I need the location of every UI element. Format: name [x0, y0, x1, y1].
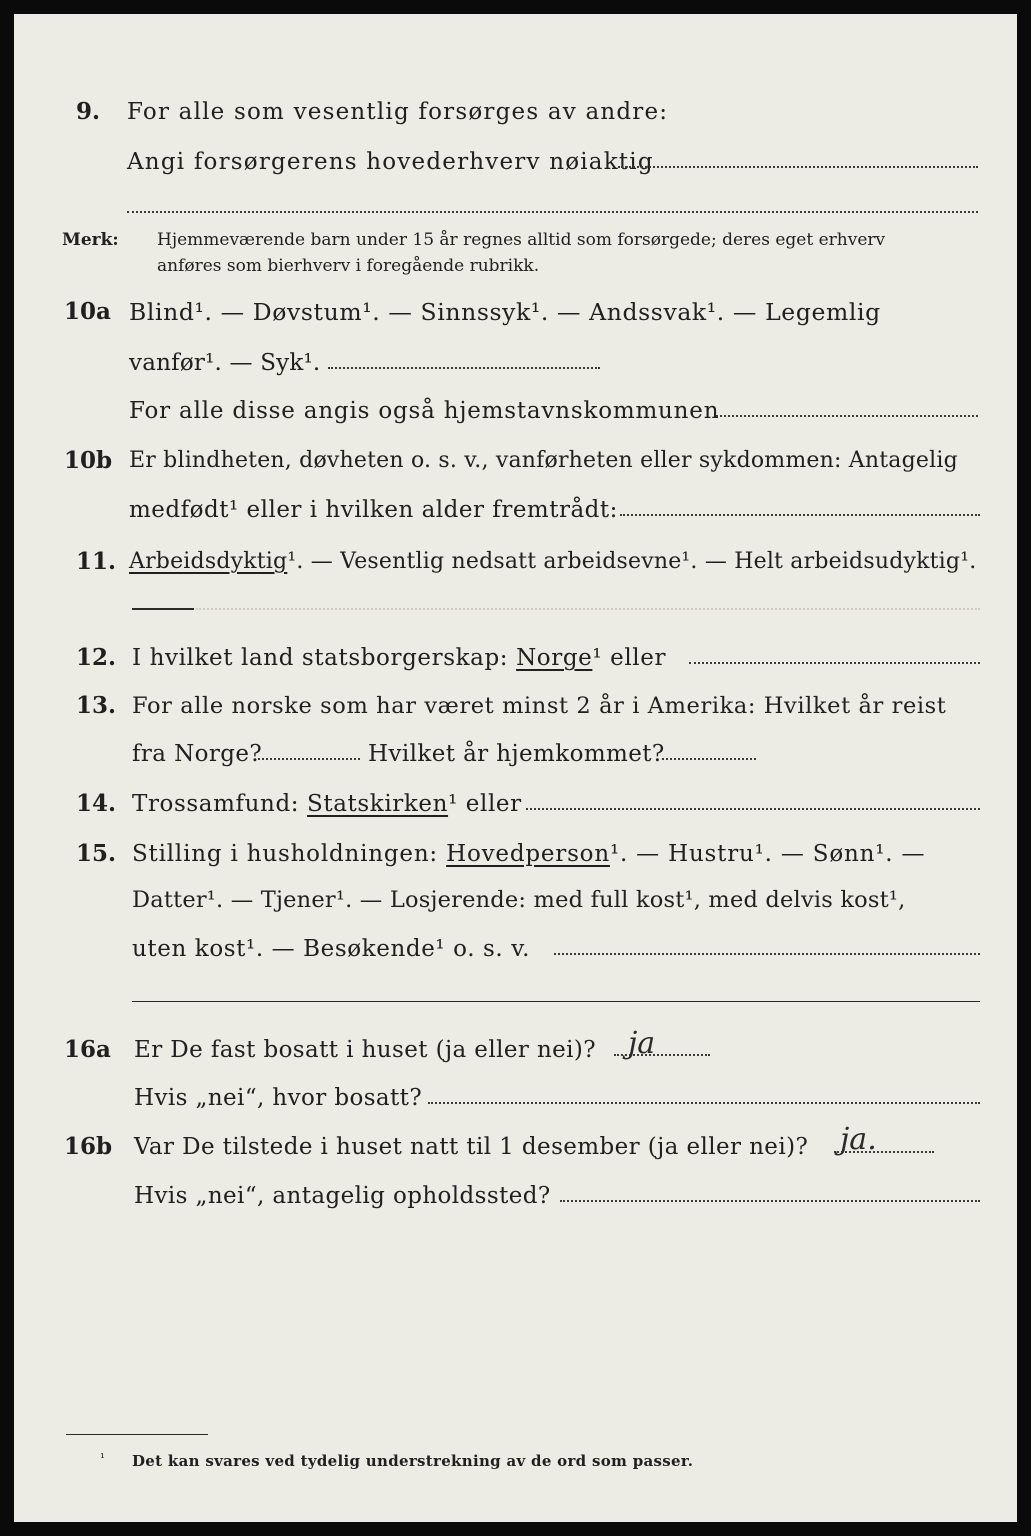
q15-hovedperson-option[interactable]: Hovedperson	[446, 841, 610, 867]
q12-number: 12.	[76, 644, 117, 671]
q10b-answer-field[interactable]	[620, 514, 980, 516]
q10b-number: 10b	[64, 447, 113, 474]
q14-answer-field[interactable]	[526, 808, 980, 810]
q14-statskirken-option[interactable]: Statskirken	[307, 791, 449, 817]
q13-line1: For alle norske som har været minst 2 år i Amerika: Hvilket år reist	[132, 693, 947, 719]
q13-reist-field[interactable]	[258, 758, 360, 760]
q14-text	[132, 790, 522, 818]
q13-line2b: Hvilket år hjemkommet?	[368, 741, 665, 767]
q16a-handwritten-answer: ja	[628, 1026, 656, 1061]
q15-pre: Stilling i husholdningen:	[132, 841, 438, 867]
q13-hjemkommet-field[interactable]	[662, 758, 756, 760]
q15-answer-field[interactable]	[554, 953, 980, 955]
census-form-page	[14, 14, 1017, 1522]
q10a-syk-field[interactable]	[328, 367, 600, 369]
q12-text	[132, 644, 666, 672]
q11-number: 11.	[76, 548, 117, 575]
q15-line2: Datter¹. — Tjener¹. — Losjerende: med full kost¹, med delvis kost¹,	[132, 887, 906, 913]
q16b-handwritten-answer: ja.	[840, 1122, 877, 1157]
footnote-mark: ¹	[100, 1451, 105, 1465]
q9-answer-field-2[interactable]	[127, 211, 978, 213]
q11-arbeidsdyktig-option[interactable]: Arbeidsdyktig	[129, 549, 288, 574]
q15-line3: uten kost¹. — Besøkende¹ o. s. v.	[132, 936, 531, 962]
q16b-opholdssted-field[interactable]	[560, 1200, 980, 1202]
q10a-hjemstavn-field[interactable]	[716, 415, 978, 417]
q12-pre: I hvilket land statsborgerskap:	[132, 645, 509, 671]
merk-label: Merk:	[62, 230, 119, 250]
footnote-rule	[66, 1434, 208, 1435]
q16a-bosatt-field[interactable]	[428, 1102, 980, 1104]
q10a-line3: For alle disse angis også hjemstavnskommunen	[129, 398, 720, 424]
q11-text	[129, 548, 976, 576]
q12-norge-option[interactable]: Norge	[516, 645, 593, 671]
q9-answer-field[interactable]	[618, 166, 978, 168]
q10b-line1: Er blindheten, døvheten o. s. v., vanførheten eller sykdommen: Antagelig	[129, 448, 958, 473]
q9-line2: Angi forsørgerens hovederhverv nøiaktig	[127, 149, 654, 175]
q11-underline-mark	[132, 608, 194, 610]
q13-line2a: fra Norge?	[132, 741, 263, 767]
q15-rest1: ¹. — Hustru¹. — Sønn¹. —	[609, 841, 926, 867]
q16b-number: 16b	[64, 1133, 113, 1160]
q10a-number: 10a	[64, 298, 111, 325]
q16a-line2: Hvis „nei“, hvor bosatt?	[134, 1085, 423, 1111]
q11-rest: ¹. — Vesentlig nedsatt arbeidsevne¹. — Helt arbeidsudyktig¹.	[287, 549, 977, 574]
q13-number: 13.	[76, 692, 117, 719]
q10a-line2: vanfør¹. — Syk¹.	[129, 350, 321, 376]
q15-number: 15.	[76, 840, 117, 867]
q14-post: ¹ eller	[448, 791, 522, 817]
q9-number: 9.	[76, 98, 101, 125]
q12-answer-field[interactable]	[689, 662, 980, 664]
q10a-line1: Blind¹. — Døvstum¹. — Sinnssyk¹. — Andssvak¹. — Legemlig	[129, 298, 881, 326]
merk-line1: Hjemmeværende barn under 15 år regnes alltid som forsørgede; deres eget erhverv	[157, 230, 886, 250]
q14-pre: Trossamfund:	[132, 791, 300, 817]
q16b-line2: Hvis „nei“, antagelig opholdssted?	[134, 1183, 551, 1209]
q11-answer-field[interactable]	[196, 608, 980, 610]
q12-post: ¹ eller	[592, 645, 667, 671]
q14-number: 14.	[76, 790, 117, 817]
q15-line1	[132, 840, 925, 868]
q16a-line1: Er De fast bosatt i huset (ja eller nei)?	[134, 1037, 597, 1063]
merk-line2: anføres som bierhverv i foregående rubrikk.	[157, 256, 540, 276]
q16b-line1: Var De tilstede i huset natt til 1 desember (ja eller nei)?	[134, 1134, 809, 1160]
q16a-number: 16a	[64, 1036, 111, 1063]
q9-line1: For alle som vesentlig forsørges av andre:	[127, 99, 669, 125]
q15-answer-field-2[interactable]	[132, 1001, 980, 1002]
q10b-line2: medfødt¹ eller i hvilken alder fremtrådt:	[129, 497, 618, 523]
footnote-text: Det kan svares ved tydelig understrekning av de ord som passer.	[132, 1452, 694, 1470]
